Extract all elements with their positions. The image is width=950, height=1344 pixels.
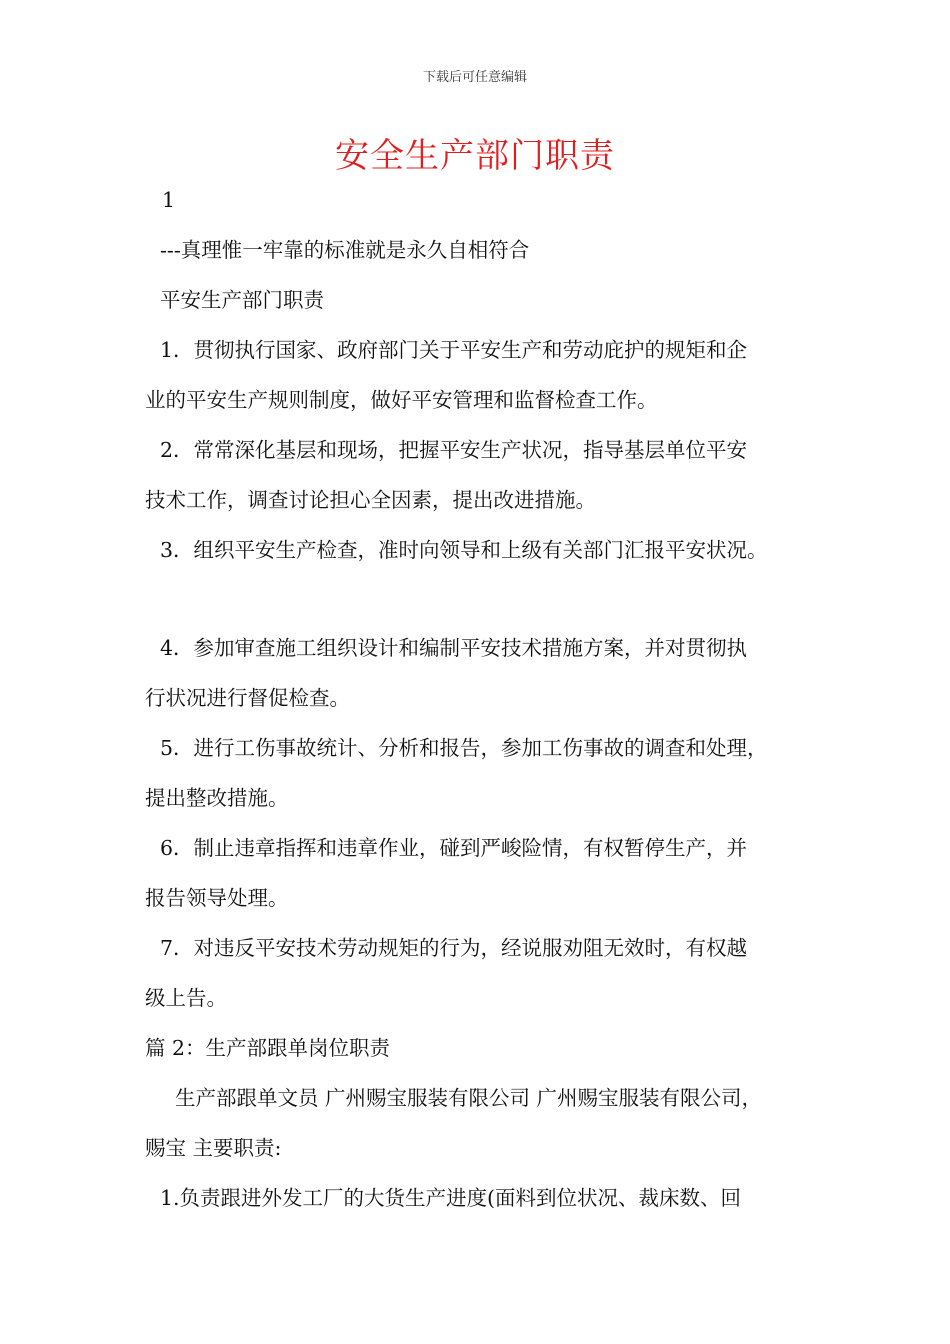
header-note: 下载后可任意编辑: [422, 70, 527, 85]
paragraph-line: 级上告。: [145, 986, 227, 1010]
document-title: 安全生产部门职责: [335, 136, 615, 176]
paragraph-line: 5．进行工伤事故统计、分析和报告，参加工伤事故的调查和处理，: [160, 736, 768, 760]
paragraph-line: 赐宝 主要职责:: [145, 1136, 282, 1160]
paragraph-line: 2．常常深化基层和现场，把握平安生产状况，指导基层单位平安: [160, 438, 748, 462]
paragraph-line: 3．组织平安生产检查，准时向领导和上级有关部门汇报平安状况。: [160, 538, 768, 562]
paragraph-line: 1．贯彻执行国家、政府部门关于平安生产和劳动庇护的规矩和企: [160, 338, 748, 362]
paragraph-line: 7．对违反平安技术劳动规矩的行为，经说服劝阻无效时，有权越: [160, 936, 748, 960]
paragraph-line: 业的平安生产规则制度，做好平安管理和监督检查工作。: [145, 388, 658, 412]
paragraph-line: 报告领导处理。: [145, 886, 289, 910]
paragraph-line: 4．参加审查施工组织设计和编制平安技术措施方案，并对贯彻执: [160, 636, 748, 660]
page-number-line: 1: [162, 188, 176, 212]
paragraph-line: 6．制止违章指挥和违章作业，碰到严峻险情，有权暂停生产，并: [160, 836, 748, 860]
paragraph-line: 提出整改措施。: [145, 786, 289, 810]
section-heading: 平安生产部门职责: [160, 288, 324, 312]
paragraph-line: 技术工作，调查讨论担心全因素，提出改进措施。: [145, 488, 596, 512]
paragraph-line: 1.负责跟进外发工厂的大货生产进度(面料到位状况、裁床数、回: [160, 1186, 742, 1210]
section-heading: 篇 2：生产部跟单岗位职责: [145, 1036, 391, 1060]
quote-line: ---真理惟一牢靠的标准就是永久自相符合: [160, 238, 530, 262]
paragraph-line: 生产部跟单文员 广州赐宝服装有限公司 广州赐宝服装有限公司，: [175, 1086, 763, 1110]
paragraph-line: 行状况进行督促检查。: [145, 686, 350, 710]
